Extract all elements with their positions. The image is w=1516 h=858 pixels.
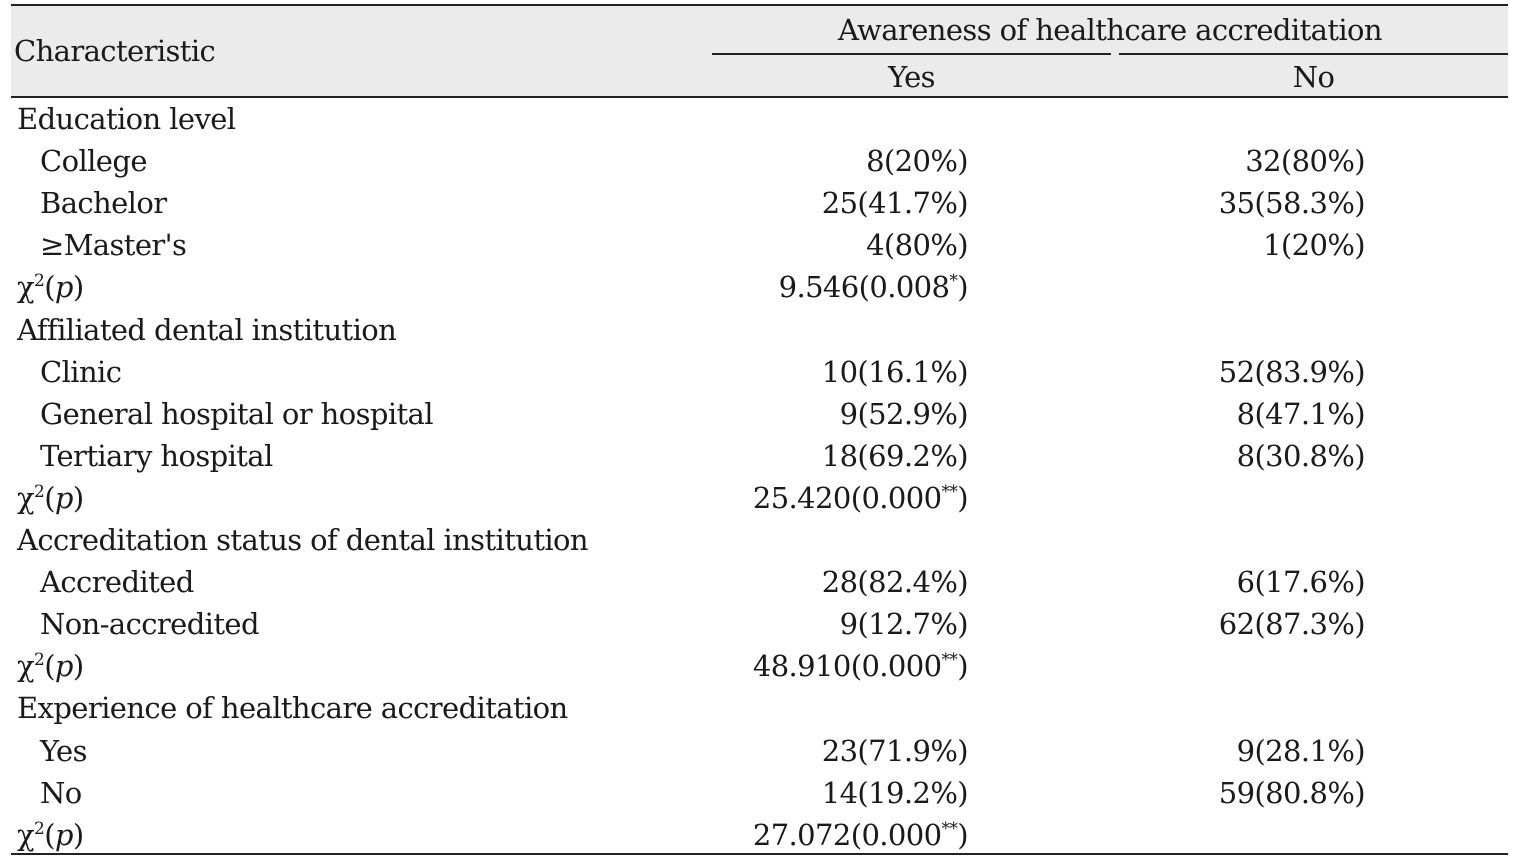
- chi-close-paren: ): [72, 817, 84, 852]
- chi-close-paren: ): [72, 649, 84, 684]
- cell-no: 62(87.3%): [1218, 607, 1365, 642]
- cell-no: 32(80%): [1245, 144, 1365, 179]
- cell-yes: 25(41.7%): [821, 186, 968, 221]
- stat-close-paren: ): [957, 649, 968, 684]
- section-title: Experience of healthcare accreditation: [17, 691, 568, 726]
- stat-value: 48.910(0.000: [752, 649, 942, 684]
- chi-power: 2: [33, 650, 45, 671]
- cell-yes: 14(19.2%): [821, 775, 968, 810]
- row-label: Tertiary hospital: [40, 438, 273, 473]
- group-underline-no: [1119, 53, 1508, 55]
- cell-yes: 9(12.7%): [839, 607, 968, 642]
- stat-close-paren: ): [957, 817, 968, 852]
- chi-symbol: χ: [17, 817, 34, 852]
- table-row: [0, 140, 1516, 182]
- table-row: [0, 603, 1516, 645]
- cell-no: 52(83.9%): [1218, 354, 1365, 389]
- chi-open-paren: (: [44, 270, 55, 305]
- stat-value: 9.546(0.008: [778, 270, 950, 305]
- cell-yes: 28(82.4%): [821, 565, 968, 600]
- chi-square-value: [753, 477, 968, 519]
- cell-no: 8(30.8%): [1236, 438, 1365, 473]
- header-awareness-group: Awareness of healthcare accreditation: [838, 13, 1382, 47]
- chi-power: 2: [33, 818, 45, 839]
- chi-square-label: [17, 266, 84, 308]
- top-rule: [11, 4, 1508, 6]
- chi-square-label: [17, 645, 84, 687]
- row-label: General hospital or hospital: [40, 396, 433, 431]
- cell-no: 1(20%): [1263, 228, 1365, 263]
- row-label: Bachelor: [40, 186, 167, 221]
- significance-mark: **: [941, 818, 958, 839]
- section-row: [0, 687, 1516, 729]
- chi-open-paren: (: [44, 480, 55, 515]
- p-symbol: p: [54, 649, 73, 684]
- row-label: Clinic: [40, 354, 122, 389]
- section-title: Accreditation status of dental institution: [17, 523, 588, 557]
- cell-no: 6(17.6%): [1236, 565, 1365, 600]
- stat-close-paren: ): [957, 270, 968, 305]
- header-yes: Yes: [888, 60, 935, 94]
- table-row: [0, 393, 1516, 435]
- cell-yes: 9(52.9%): [839, 396, 968, 431]
- chi-square-row: [0, 814, 1516, 856]
- table-row: [0, 435, 1516, 477]
- chi-power: 2: [33, 481, 45, 502]
- p-symbol: p: [54, 270, 73, 305]
- table-row: [0, 730, 1516, 772]
- section-title: Affiliated dental institution: [17, 312, 397, 347]
- chi-close-paren: ): [72, 480, 84, 515]
- row-label: College: [40, 144, 147, 179]
- significance-mark: **: [941, 650, 958, 671]
- cell-yes: 8(20%): [866, 144, 968, 179]
- chi-square-label: [17, 814, 84, 856]
- p-symbol: p: [54, 480, 73, 515]
- cell-yes: 23(71.9%): [821, 733, 968, 768]
- chi-square-value: [753, 645, 968, 687]
- table-row: [0, 561, 1516, 603]
- significance-mark: *: [949, 271, 958, 292]
- section-row: [0, 98, 1516, 140]
- row-label: No: [40, 775, 82, 810]
- chi-square-label: [17, 477, 84, 519]
- chi-square-row: [0, 477, 1516, 519]
- chi-square-value: [779, 266, 968, 308]
- chi-square-row: [0, 266, 1516, 308]
- chi-symbol: χ: [17, 649, 34, 684]
- chi-symbol: χ: [17, 480, 34, 515]
- row-label: Yes: [40, 733, 87, 768]
- section-row: [0, 519, 1516, 561]
- chi-symbol: χ: [17, 270, 34, 305]
- stat-value: 25.420(0.000: [752, 480, 942, 515]
- table-row: [0, 224, 1516, 266]
- table-row: [0, 351, 1516, 393]
- chi-power: 2: [33, 271, 45, 292]
- chi-close-paren: ): [72, 270, 84, 305]
- stat-close-paren: ): [957, 480, 968, 515]
- header-characteristic: Characteristic: [14, 34, 216, 68]
- group-underline-yes: [712, 53, 1111, 55]
- chi-square-value: [753, 814, 968, 856]
- row-label: ≥Master's: [40, 228, 187, 263]
- section-row: [0, 309, 1516, 351]
- cell-no: 8(47.1%): [1236, 396, 1365, 431]
- cell-no: 59(80.8%): [1218, 775, 1365, 810]
- chi-open-paren: (: [44, 817, 55, 852]
- p-symbol: p: [54, 817, 73, 852]
- row-label: Non-accredited: [40, 607, 259, 642]
- header-no: No: [1292, 60, 1335, 94]
- cell-no: 35(58.3%): [1218, 186, 1365, 221]
- cell-yes: 10(16.1%): [821, 354, 968, 389]
- cell-yes: 18(69.2%): [821, 438, 968, 473]
- row-label: Accredited: [40, 565, 194, 600]
- cell-no: 9(28.1%): [1236, 733, 1365, 768]
- cell-yes: 4(80%): [866, 228, 968, 263]
- table-row: [0, 772, 1516, 814]
- significance-mark: **: [941, 481, 958, 502]
- chi-open-paren: (: [44, 649, 55, 684]
- table-row: [0, 182, 1516, 224]
- chi-square-row: [0, 645, 1516, 687]
- section-title: Education level: [17, 102, 236, 136]
- stat-value: 27.072(0.000: [752, 817, 942, 852]
